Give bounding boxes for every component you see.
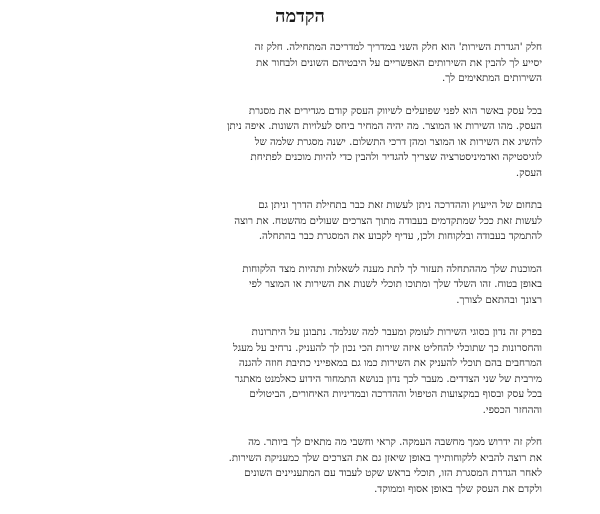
text-line: רצונך ובהתאם לצורך. [456, 294, 542, 306]
text-line: באופן בטוח. זהו השלד שלך ומתוכו תוכלי לשנות את השירות או המוצר לפי [248, 279, 542, 290]
text-line: העסק. מהו השירות או המוצר. מה יהיה המחיר ביחס לעלויות השונות. איפה ניתן [226, 121, 542, 132]
text-line: בתחום של הייעוץ וההדרכה ניתן לעשות זאת כבר בתחילת הדרך וניתן גם [258, 200, 542, 211]
text-line: העסק. [515, 167, 542, 179]
page-title: הקדמה [275, 6, 325, 27]
paragraph-intro [82, 40, 542, 87]
text-line: בכל עסק באשר הוא לפני שפועלים לשיווק העסק קודם מגדירים את מסגרת [248, 105, 542, 117]
text-line: את רוצה להביא ללקוחותייך באופן שיאזן גם את הצרכים שלך כמעניקת השירות. [228, 452, 542, 464]
text-line: בפרק זה נדון בסוגי השירות לעומק ומעבר למה שנלמד. נתבונן על היתרונות [251, 327, 542, 338]
text-line: המרחבים בהם תוכלי להעניק את השירות כמו גם במאפייני כתיבת חוזה להגנה [238, 358, 542, 369]
text-line: ולקדם את העסק שלך באופן אסוף וממוקד. [374, 483, 542, 495]
text-line: בכל עסק ובסוף במקצועות הטיפול וההדרכה ובמדיניות האיחורים, הביטולים [249, 389, 542, 400]
paragraph-business-framework [82, 104, 542, 182]
document-body [82, 40, 542, 514]
text-line: המוכנות שלך מההתחלה תעזור לך לתת מענה לשאלות ותהיות מצד הלקוחות [242, 263, 542, 275]
text-line: וההחזר הכספי. [482, 404, 542, 416]
text-line: יסייע לך להבין את השירותים האפשריים על היבטיהם השונים ולבחור את [256, 57, 542, 69]
text-line: והחסרונות כך שתוכלי להחליט איזה שירות הכי נכון לך להעניק. נרחיב על מעגל [233, 342, 542, 354]
text-line: לאחר הגדרת המסגרת הזו, תוכלי בראש שקט לעבוד עם המתעניינים השונים [244, 468, 542, 479]
paragraph-readiness [82, 262, 542, 309]
text-line: חלק זה ידרוש ממך מחשבה העמקה. קראי וחשבי מה מתאים לך ביותר. מה [248, 437, 542, 448]
paragraph-chapter-overview [82, 325, 542, 418]
text-line: חלק 'הגדרת השירות' הוא חלק השני במדריך למדריכה המתחילה. חלק זה [254, 42, 542, 53]
paragraph-closing [82, 435, 542, 497]
text-line: להתמקד בעבודה ובלקוחות ולכן, עדיף לקבוע את המסגרת כבר בהתחלה. [258, 231, 542, 242]
text-line: להשיג את השירות או המוצר ומהן דרכי התשלום. ישנה מסגרת שלמה של [254, 136, 542, 148]
paragraph-consulting [82, 198, 542, 245]
text-line: לוגיסטיקה ואדמיניסטרציה שצריך להגדיר ולהבין כדי להיות מוכנים לפתיחת [250, 152, 542, 163]
text-line: השירותים המתאימים לך. [441, 73, 542, 84]
text-line: לעשות זאת ככל שמתקדמים בעבודה מתוך הצרכים שעולים מהשטח. את רוצה [234, 215, 542, 227]
text-line: מירבית של שני הצדדים. מעבר לכך נדון בנושא התמחור הידוע כאלמנט מאתגר [234, 373, 542, 385]
